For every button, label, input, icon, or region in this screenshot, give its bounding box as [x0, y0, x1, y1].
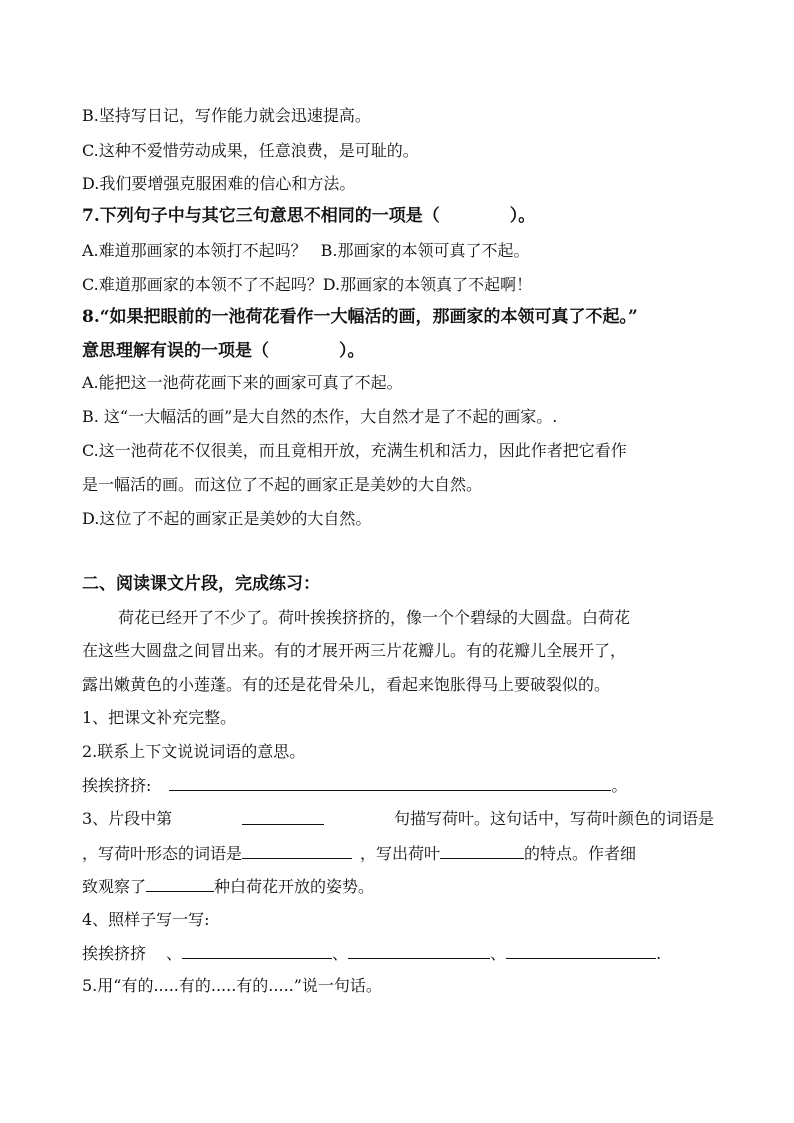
q2-word: 挨挨挤挤: [82, 776, 152, 795]
passage-line-3: 露出嫩黄色的小莲蓬。有的还是花骨朵儿，看起来饱胀得马上要破裂似的。 [82, 675, 611, 694]
q4-blank-3[interactable] [506, 942, 656, 959]
question-2: 2.联系上下文说说词语的意思。 [82, 742, 306, 761]
question-2-answer-line [82, 774, 627, 797]
question-5: 5.用“有的.....有的.....有的.....”说一句话。 [82, 976, 382, 995]
q3-part4: ，写出荷叶 [360, 844, 441, 863]
question-7-stem [82, 205, 535, 227]
passage-line-2: 在这些大圆盘之间冒出来。有的才展开两三片花瓣儿。有的花瓣儿全展开了， [82, 641, 627, 660]
q4-blank-1[interactable] [182, 942, 332, 959]
question-8-stem-line2 [82, 340, 365, 362]
q4-end: . [656, 944, 662, 963]
option-8d: D.这位了不起的画家正是美妙的大自然。 [82, 509, 372, 528]
option-7a: A.难道那画家的本领打不起吗？ [82, 241, 307, 260]
q4-sep-3: 、 [490, 944, 507, 963]
option-6d: D.我们要增强克服困难的信心和方法。 [82, 174, 356, 193]
question-3-line1 [82, 808, 714, 830]
q2-answer-blank[interactable] [169, 774, 611, 791]
q3-part7: 种白荷花开放的姿势。 [214, 877, 375, 896]
q4-sep-1: 、 [166, 944, 183, 963]
question-8-stem-line1: 8.“如果把眼前的一池荷花看作一大幅活的画，那画家的本领可真了不起。” [82, 307, 638, 327]
q4-sep-2: 、 [332, 944, 349, 963]
question-4: 4、照样子写一写: [82, 910, 210, 929]
q8-stem-text: 意思理解有误的一项是（ [82, 341, 269, 361]
q3-part6: 致观察了 [82, 877, 147, 896]
q7-stem-end: ）。 [509, 206, 536, 226]
q3-part1: 3、片段中第 [82, 809, 173, 828]
question-1: 1、把课文补充完整。 [82, 708, 237, 727]
q8-stem-end: ）。 [339, 341, 365, 361]
option-8a: A.能把这一池荷花画下来的画家可真了不起。 [82, 373, 403, 392]
q3-blank-feature[interactable] [440, 842, 524, 859]
question-4-answer-line [82, 942, 661, 965]
q7-stem-text: 7.下列句子中与其它三句意思不相同的一项是（ [82, 206, 440, 226]
q3-part3: ，写荷叶形态的词语是 [82, 844, 243, 863]
option-6b: B.坚持写日记，写作能力就会迅速提高。 [82, 106, 371, 125]
option-8c-line2: 是一幅活的画。而这位了不起的画家正是美妙的大自然。 [82, 475, 483, 494]
section-2-heading: 二、阅读课文片段，完成练习： [82, 574, 320, 594]
q3-blank-count[interactable] [146, 875, 214, 892]
option-7cd: C.难道那画家的本领不了不起吗？D.那画家的本领真了不起啊！ [82, 275, 533, 294]
option-8c-line1: C.这一池荷花不仅很美，而且竟相开放，充满生机和活力，因此作者把它看作 [82, 441, 627, 460]
option-8b: B. 这“一大幅活的画”是大自然的杰作，大自然才是了不起的画家。. [82, 407, 558, 426]
q4-blank-2[interactable] [348, 942, 490, 959]
question-3-line3 [82, 875, 374, 898]
option-7b: B.那画家的本领可真了不起。 [320, 241, 530, 260]
passage-line-1: 荷花已经开了不少了。荷叶挨挨挤挤的，像一个个碧绿的大圆盘。白荷花 [118, 608, 631, 627]
q3-blank-shape-word[interactable] [242, 842, 352, 859]
option-6c: C.这种不爱惜劳动成果，任意浪费，是可耻的。 [82, 141, 419, 160]
q4-example: 挨挨挤挤 [82, 944, 147, 963]
q3-blank-sentence-number[interactable] [242, 808, 324, 825]
q3-part2: 句描写荷叶。这句话中，写荷叶颜色的词语是 [393, 809, 714, 828]
q2-end: 。 [611, 776, 628, 795]
q3-part5: 的特点。作者细 [524, 844, 637, 863]
question-3-line2 [82, 842, 636, 865]
option-7ab [82, 240, 530, 262]
